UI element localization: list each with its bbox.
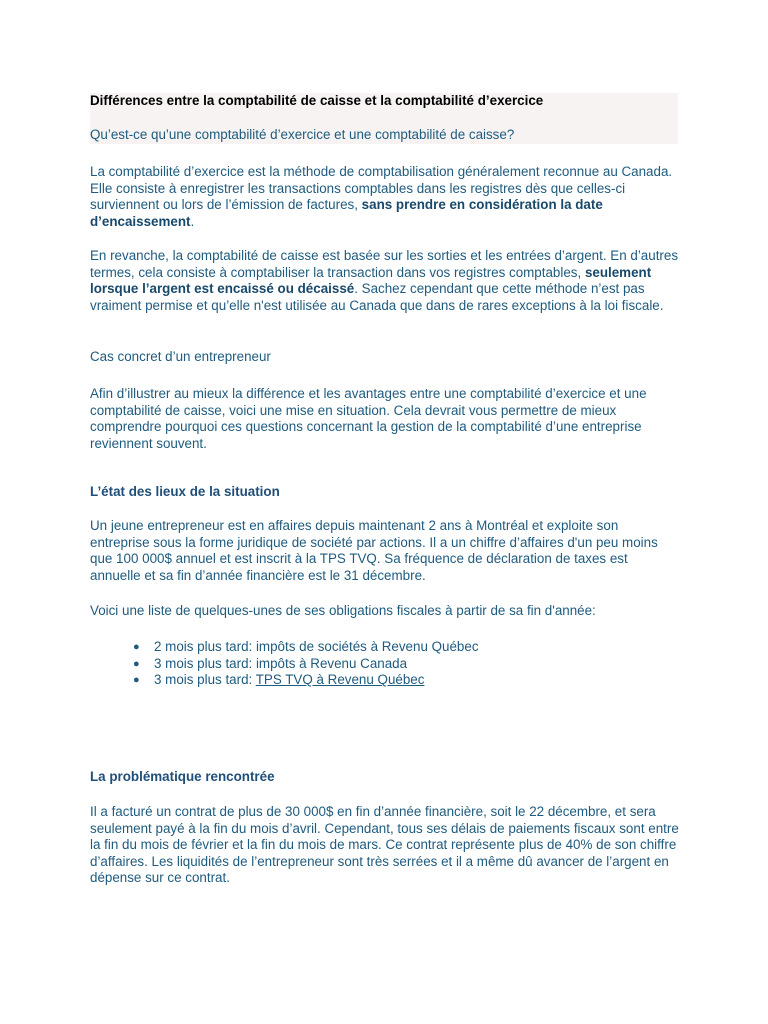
document-title: Différences entre la comptabilité de caisse et la comptabilité d’exercice bbox=[90, 93, 544, 108]
bullet-icon: ● bbox=[133, 641, 140, 653]
paragraph-text-a: En revanche, la comptabilité de caisse est basée sur les sorties et les entrées d’argent. En d’autres termes, cela consiste à comptabiliser la transaction dans vos registres comptables, bbox=[90, 248, 679, 280]
paragraph-accrual-accounting bbox=[90, 164, 680, 230]
paragraph-bold-text: seulement lorsque l’argent est encaissé ou décaissé bbox=[90, 264, 652, 297]
bullet-icon: ● bbox=[133, 657, 140, 670]
paragraph-bold-text: sans prendre en considération la date d’encaissement bbox=[90, 197, 603, 229]
section-heading-problem: La problématique rencontrée bbox=[90, 769, 275, 784]
section-heading-situation: L’état des lieux de la situation bbox=[90, 484, 280, 499]
tps-tvq-link[interactable]: TPS TVQ à Revenu Québec bbox=[255, 672, 425, 688]
paragraph-text-b: . Sachez cependant que cette méthode n’est pas vraiment permise et qu’elle n'est utilisée au Canada que dans de rares exceptions à la loi fiscale. bbox=[90, 281, 664, 313]
bullet-icon: ● bbox=[133, 674, 140, 687]
list-item bbox=[90, 639, 479, 656]
list-item-text: 3 mois plus tard: impôts à Revenu Canada bbox=[154, 655, 408, 671]
paragraph-situation: Un jeune entrepreneur est en affaires depuis maintenant 2 ans à Montréal et exploite son entreprise sous la forme juridique de société par actions. Il a un chiffre d’affaires d'un peu moins que 100 000$ annuel et est inscrit à la TPS TVQ. Sa fréquence de déclaration de taxes est annuelle et sa fin d’année financière est le 31 décembre. bbox=[90, 518, 658, 583]
paragraph-obligations-intro: Voici une liste de quelques-unes de ses obligations fiscales à partir de sa fin d'année: bbox=[90, 603, 596, 618]
list-item-text: 2 mois plus tard: impôts de sociétés à Revenu Québec bbox=[154, 639, 479, 654]
paragraph-case-intro: Afin d’illustrer au mieux la différence et les avantages entre une comptabilité d’exercice et une comptabilité de caisse, voici une mise en situation. Cela devrait vous permettre de mieux comprendre pourquoi ces questions concernant la gestion de la comptabilité d’une entreprise reviennent souvent. bbox=[90, 386, 647, 451]
paragraph-text: La comptabilité d’exercice est la méthode de comptabilisation généralement reconnue au Canada. Elle consiste à enregistrer les transactions comptables dans les registres dès que celles-ci surviennent ou lors de l’émission de factures, bbox=[90, 164, 673, 213]
list-item bbox=[90, 672, 479, 689]
paragraph-end: . bbox=[190, 213, 195, 229]
list-item-prefix: 3 mois plus tard: bbox=[154, 672, 256, 688]
obligations-list bbox=[90, 639, 479, 689]
document-question: Qu’est-ce qu’une comptabilité d’exercice et une comptabilité de caisse? bbox=[90, 127, 515, 142]
paragraph-problem: Il a facturé un contrat de plus de 30 000$ en fin d’année financière, soit le 22 décembre, et sera seulement payé à la fin du mois d’avril. Cependant, tous ses délais de paiements fiscaux sont entre la fin du mois de février et la fin du mois de mars. Ce contrat représente plus de 40% de son chiffre d’affaires. Les liquidités de l’entrepreneur sont très serrées et il a même dû avancer de l’argent en dépense sur ce contrat. bbox=[90, 804, 679, 886]
paragraph-cash-accounting bbox=[90, 248, 680, 314]
case-title: Cas concret d’un entrepreneur bbox=[90, 349, 271, 364]
list-item bbox=[90, 656, 479, 673]
